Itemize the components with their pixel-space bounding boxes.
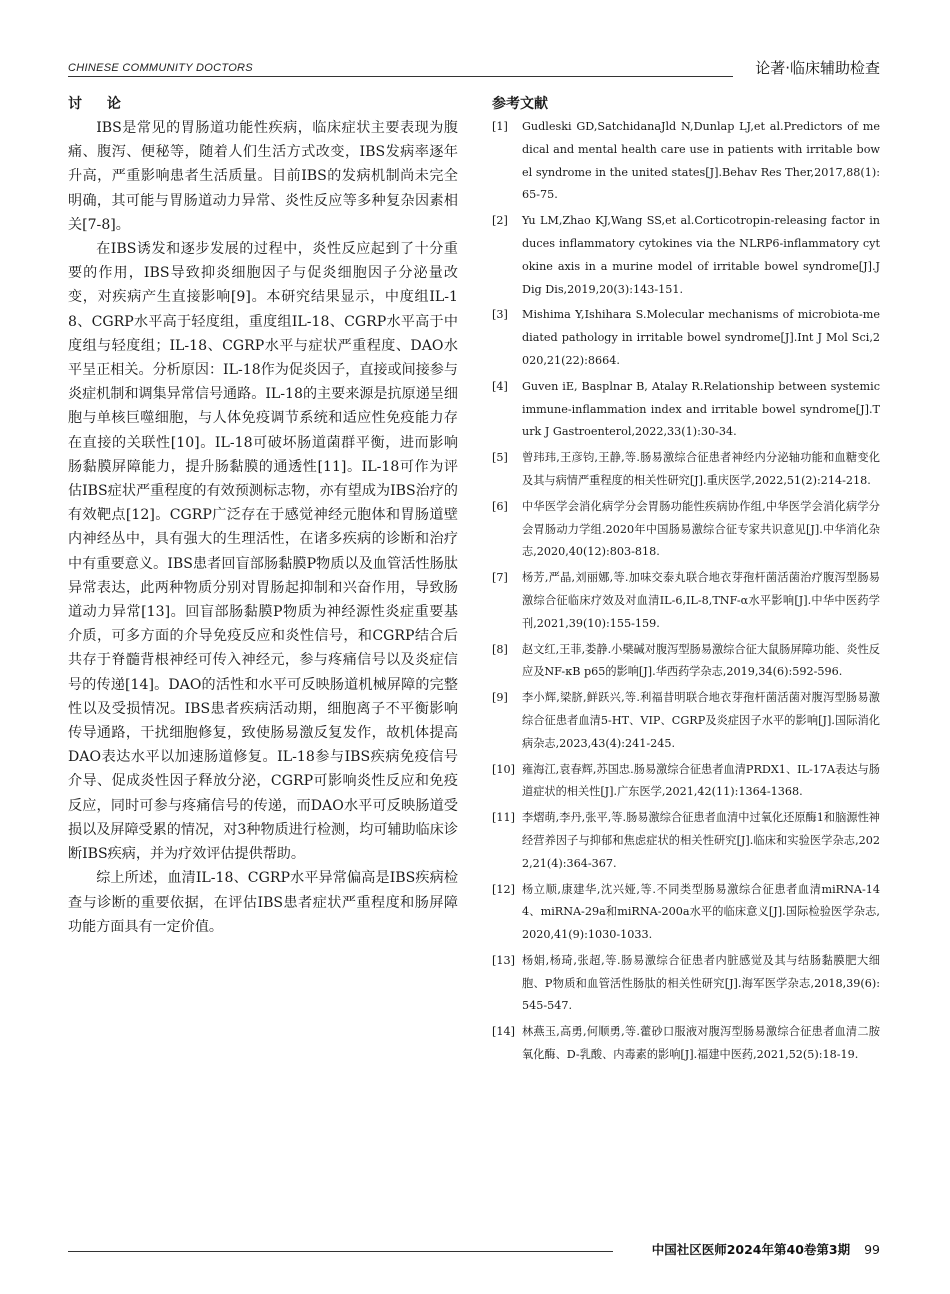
reference-item (492, 950, 880, 1018)
reference-text: 林燕玉,高勇,何顺勇,等.藿砂口服液对腹泻型肠易激综合征患者血清二胺氧化酶、D-乳酸、内毒素的影响[J].福建中医药,2021,52(5):18-19. (522, 1025, 880, 1062)
reference-text: Mishima Y,Ishihara S.Molecular mechanisms of microbiota-mediated pathology in irritable bowel syndrome[J].Int J Mol Sci,2020,21(22):8664. (522, 308, 880, 367)
discussion-paragraph-2: 在IBS诱发和逐步发展的过程中，炎性反应起到了十分重要的作用，IBS导致抑炎细胞因子与促炎细胞因子分泌量改变，对疾病产生直接影响[9]。本研究结果显示，中度组IL-18、CGRP水平高于轻度组，重度组IL-18、CGRP水平高于中度组与轻度组；IL-18、CGRP水平与症状严重程度、DAO水平呈正相关。分析原因：IL-18作为促炎因子，直接或间接参与炎症机制和调集异常信号通路。IL-18的主要来源是抗原递呈细胞与单核巨噬细胞，与人体免疫调节系统和适应性免疫能力存在直接的关联性[10]。IL-18可破坏肠道菌群平衡，进而影响肠黏膜屏障能力，提升肠黏膜的通透性[11]。IL-18可作为评估IBS症状严重程度的有效预测标志物，亦有望成为IBS治疗的有效靶点[12]。CGRP广泛存在于感觉神经元胞体和胃肠道壁内神经丛中，具有强大的生理活性，在诸多疾病的诊断和治疗中有重要意义。IBS患者回盲部肠黏膜P物质以及血管活性肠肽异常表达，此两种物质分别对胃肠起抑制和兴奋作用，导致肠道动力异常[13]。回盲部肠黏膜P物质为神经源性炎症重要基介质，可多方面的介导免疫反应和炎性信号，和CGRP结合后共存于脊髓背根神经可传入神经元，参与疼痛信号以及炎症信号的传递[14]。DAO的活性和水平可反映肠道机械屏障的完整性以及受损情况。IBS患者疾病活动期，细胞离子不平衡影响传导通路，干扰细胞修复，致使肠易激反复发作，故机体提高DAO表达水平以加速肠道修复。IL-18参与IBS疾病免疫信号介导、促成炎性因子释放分泌，CGRP可影响炎性反应和免疫反应，同时可参与疼痛信号的传递，而DAO水平可反映肠道受损以及屏障受累的情况，对3种物质进行检测，均可辅助临床诊断IBS疾病，并为疗效评估提供帮助。 (68, 241, 458, 863)
reference-text: 杨芳,严晶,刘丽娜,等.加味交泰丸联合地衣芽孢杆菌活菌治疗腹泻型肠易激综合征临床疗效及对血清IL-6,IL-8,TNF-α水平影响[J].中华中医药学刊,2021,39(10):155-159. (522, 571, 880, 630)
reference-text: Guven iE, Basplnar B, Atalay R.Relationship between systemic immune-inflammation index and irritable bowel syndrome[J].Turk J Gastroenterol,2022,33(1):30-34. (522, 379, 880, 439)
reference-text: 杨立顺,康建华,沈兴娅,等.不同类型肠易激综合征患者血清miRNA-144、miRNA-29a和miRNA-200a水平的临床意义[J].国际检验医学杂志,2020,41(9):1030-1033. (522, 882, 880, 942)
reference-item (492, 567, 880, 635)
discussion-paragraph-1: IBS是常见的胃肠道功能性疾病，临床症状主要表现为腹痛、腹泻、便秘等，随着人们生活方式改变，IBS发病率逐年升高，严重影响患者生活质量。目前IBS的发病机制尚未完全明确，其可能与胃肠道动力异常、炎性反应等多种复杂因素相关[7-8]。 (68, 120, 458, 233)
reference-number: [6] (492, 499, 508, 513)
journal-issue: 中国社区医师2024年第40卷第3期 (651, 1242, 851, 1257)
reference-item (492, 879, 880, 947)
reference-item (492, 447, 880, 493)
reference-item (492, 759, 880, 805)
reference-number: [1] (492, 120, 508, 133)
reference-item (492, 807, 880, 875)
reference-number: [13] (492, 953, 515, 967)
reference-number: [2] (492, 214, 508, 228)
reference-item (492, 116, 880, 207)
reference-text: 中华医学会消化病学分会胃肠功能性疾病协作组,中华医学会消化病学分会胃肠动力学组.2020年中国肠易激综合征专家共识意见[J].中华消化杂志,2020,40(12):803-818. (522, 499, 880, 559)
references-title: 参考文献 (492, 96, 548, 112)
reference-number: [7] (492, 571, 508, 585)
discussion-paragraph-3: 综上所述，血清IL-18、CGRP水平异常偏高是IBS疾病检查与诊断的重要依据，在评估IBS患者症状严重程度和肠屏障功能方面具有一定价值。 (68, 870, 458, 935)
section-label: 论著·临床辅助检查 (755, 59, 880, 77)
discussion-title: 讨 论 (68, 96, 131, 112)
reference-number: [3] (492, 308, 508, 322)
footer (652, 1240, 880, 1258)
reference-text: 曾玮玮,王彦钧,王静,等.肠易激综合征患者神经内分泌轴功能和血糖变化及其与病情严重程度的相关性研究[J].重庆医学,2022,51(2):214-218. (522, 451, 880, 487)
reference-item (492, 210, 880, 301)
reference-number: [14] (492, 1025, 515, 1039)
header-divider (68, 76, 733, 77)
footer-divider (68, 1251, 613, 1252)
reference-number: [11] (492, 811, 515, 825)
reference-text: Gudleski GD,SatchidanaJld N,Dunlap LJ,et al.Predictors of medical and mental health care use in patients with irritable bowel syndrome in the united states[J].Behav Res Ther,2017,88(1):65-75. (522, 120, 880, 202)
reference-item (492, 496, 880, 564)
reference-number: [9] (492, 691, 508, 705)
reference-item (492, 304, 880, 372)
reference-item (492, 376, 880, 444)
reference-number: [4] (492, 379, 508, 393)
journal-english-name: CHINESE COMMUNITY DOCTORS (68, 62, 253, 74)
reference-text: Yu LM,Zhao KJ,Wang SS,et al.Corticotropin-releasing factor induces inflammatory cytokines via the NLRP6-inflammatory cytokine axis in a murine model of irritable bowel syndrome[J].J Dig Dis,2019,20(3):143-151. (522, 214, 880, 296)
reference-list (492, 116, 880, 1067)
reference-text: 赵文红,王菲,娄静.小檗碱对腹泻型肠易激综合征大鼠肠屏障功能、炎性反应及NF-κB p65的影响[J].华西药学杂志,2019,34(6):592-596. (522, 642, 880, 679)
reference-text: 李熠萌,李丹,张平,等.肠易激综合征患者血清中过氧化还原酶1和脑源性神经营养因子与抑郁和焦虑症状的相关性研究[J].临床和实验医学杂志,2022,21(4):364-367. (522, 811, 880, 870)
reference-number: [12] (492, 882, 515, 896)
reference-text: 李小辉,梁脐,鲜跃兴,等.利福昔明联合地衣芽孢杆菌活菌对腹泻型肠易激综合征患者血清5-HT、VIP、CGRP及炎症因子水平的影响[J].国际消化病杂志,2023,43(4):241-245. (522, 691, 880, 750)
reference-text: 雍海江,袁春辉,苏国忠.肠易激综合征患者血清PRDX1、IL-17A表达与肠道症状的相关性[J].广东医学,2021,42(11):1364-1368. (522, 762, 880, 799)
references-column (492, 92, 880, 1070)
reference-item (492, 687, 880, 755)
reference-item (492, 639, 880, 685)
discussion-column (68, 92, 458, 939)
reference-item (492, 1021, 880, 1067)
reference-number: [10] (492, 762, 515, 776)
reference-number: [8] (492, 642, 508, 656)
reference-number: [5] (492, 451, 508, 465)
reference-text: 杨娟,杨琦,张超,等.肠易激综合征患者内脏感觉及其与结肠黏膜肥大细胞、P物质和血管活性肠肽的相关性研究[J].海军医学杂志,2018,39(6):545-547. (522, 953, 880, 1013)
page-number: 99 (864, 1242, 880, 1257)
